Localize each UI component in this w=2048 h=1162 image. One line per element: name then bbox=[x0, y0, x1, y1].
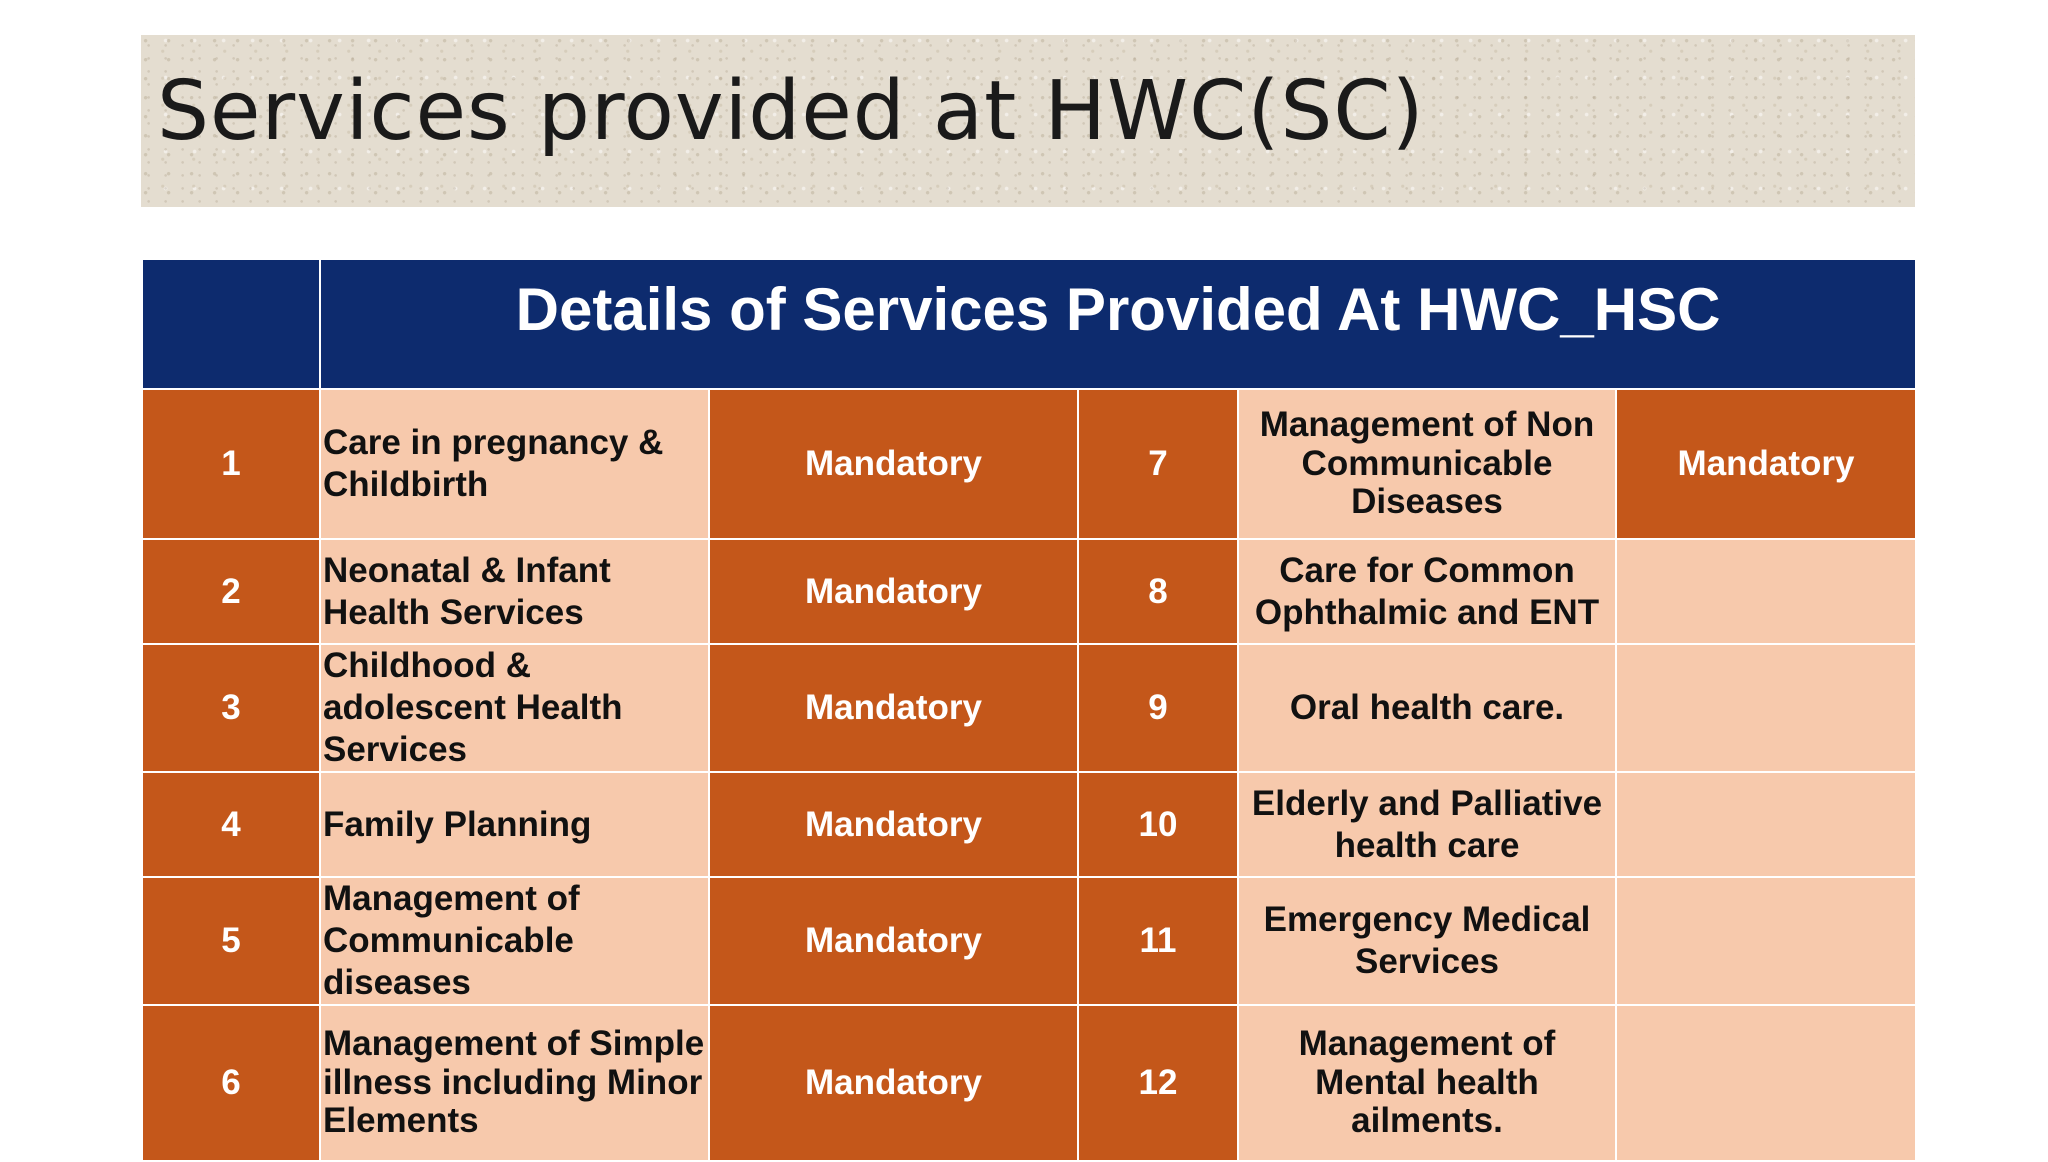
service-name-cell: Elderly and Palliative health care bbox=[1238, 772, 1616, 877]
row-number-cell: 9 bbox=[1078, 644, 1238, 772]
service-status-cell bbox=[1616, 644, 1916, 772]
service-status-cell bbox=[1616, 539, 1916, 644]
table-row bbox=[142, 539, 1916, 644]
row-number-cell: 6 bbox=[142, 1005, 320, 1161]
table-row bbox=[142, 1005, 1916, 1161]
table-row bbox=[142, 389, 1916, 539]
service-status-cell: Mandatory bbox=[709, 1005, 1078, 1161]
slide-title-bar bbox=[141, 35, 1915, 207]
row-number-cell: 12 bbox=[1078, 1005, 1238, 1161]
service-status-cell: Mandatory bbox=[1616, 389, 1916, 539]
table-row bbox=[142, 644, 1916, 772]
row-number-cell: 5 bbox=[142, 877, 320, 1005]
row-number-cell: 11 bbox=[1078, 877, 1238, 1005]
service-name-cell: Oral health care. bbox=[1238, 644, 1616, 772]
service-name-cell: Childhood & adolescent Health Services bbox=[320, 644, 709, 772]
row-number-cell: 4 bbox=[142, 772, 320, 877]
table-row bbox=[142, 772, 1916, 877]
service-status-cell: Mandatory bbox=[709, 772, 1078, 877]
row-number-cell: 1 bbox=[142, 389, 320, 539]
table-heading: Details of Services Provided At HWC_HSC bbox=[320, 259, 1916, 389]
service-name-cell: Management of Non Communicable Diseases bbox=[1238, 389, 1616, 539]
slide-title: Services provided at HWC(SC) bbox=[157, 64, 1425, 159]
service-name-cell: Family Planning bbox=[320, 772, 709, 877]
service-status-cell: Mandatory bbox=[709, 389, 1078, 539]
service-status-cell: Mandatory bbox=[709, 644, 1078, 772]
service-status-cell bbox=[1616, 877, 1916, 1005]
service-name-cell: Management of Communicable diseases bbox=[320, 877, 709, 1005]
services-table bbox=[141, 258, 1917, 1162]
service-status-cell bbox=[1616, 1005, 1916, 1161]
service-status-cell bbox=[1616, 772, 1916, 877]
service-name-cell: Neonatal & Infant Health Services bbox=[320, 539, 709, 644]
row-number-cell: 7 bbox=[1078, 389, 1238, 539]
service-status-cell: Mandatory bbox=[709, 877, 1078, 1005]
table-row bbox=[142, 877, 1916, 1005]
header-blank-cell bbox=[142, 259, 320, 389]
service-status-cell: Mandatory bbox=[709, 539, 1078, 644]
row-number-cell: 2 bbox=[142, 539, 320, 644]
service-name-cell: Emergency Medical Services bbox=[1238, 877, 1616, 1005]
service-name-cell: Management of Simple illness including Minor Elements bbox=[320, 1005, 709, 1161]
row-number-cell: 10 bbox=[1078, 772, 1238, 877]
row-number-cell: 8 bbox=[1078, 539, 1238, 644]
service-name-cell: Care in pregnancy & Childbirth bbox=[320, 389, 709, 539]
service-name-cell: Care for Common Ophthalmic and ENT bbox=[1238, 539, 1616, 644]
service-name-cell: Management of Mental health ailments. bbox=[1238, 1005, 1616, 1161]
table-header-row bbox=[142, 259, 1916, 389]
row-number-cell: 3 bbox=[142, 644, 320, 772]
